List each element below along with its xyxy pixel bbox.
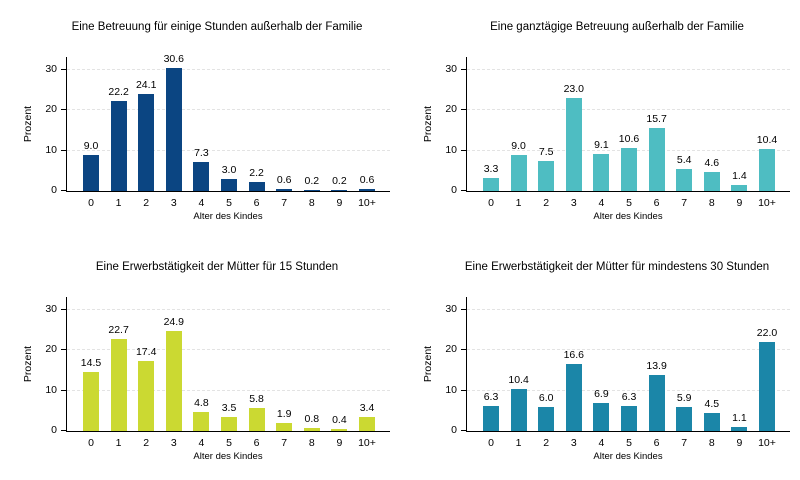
y-axis-tick (461, 430, 466, 431)
x-tick-label: 2 (143, 437, 150, 449)
bar (538, 161, 554, 191)
x-tick-label: 2 (143, 197, 150, 209)
x-tick-label: 1 (115, 197, 122, 209)
y-tick-label: 20 (45, 103, 57, 116)
y-axis-tick (61, 390, 66, 391)
x-tick-label: 1 (115, 437, 122, 449)
bar (538, 407, 554, 431)
bar (593, 154, 609, 191)
y-axis-tick (461, 349, 466, 350)
x-tick-label: 9 (336, 197, 343, 209)
x-tick-label: 3 (170, 197, 177, 209)
y-axis-tick (461, 109, 466, 110)
x-tick-label: 3 (570, 437, 577, 449)
gridline (467, 349, 790, 350)
bar-value-label: 24.1 (135, 78, 157, 91)
y-axis-tick (461, 390, 466, 391)
x-tick-label: 6 (653, 437, 660, 449)
y-axis-title: Prozent (22, 345, 34, 383)
bar-value-label: 3.5 (221, 401, 237, 414)
x-tick-label: 4 (198, 197, 205, 209)
bar-value-label: 3.4 (359, 402, 375, 415)
bar-value-label: 10.4 (508, 374, 529, 387)
x-tick-label: 10+ (358, 437, 376, 449)
x-tick-label: 4 (198, 437, 205, 449)
x-tick-label: 6 (653, 197, 660, 209)
bar-value-label: 4.6 (704, 157, 720, 170)
x-tick-label: 5 (226, 197, 232, 209)
x-tick-label: 10+ (758, 437, 776, 449)
x-tick-label: 5 (226, 437, 232, 449)
bar (676, 169, 692, 191)
bar-value-label: 10.6 (618, 133, 640, 146)
bar (731, 427, 747, 431)
bar-value-label: 6.3 (483, 390, 499, 403)
bar-value-label: 10.4 (756, 134, 778, 147)
y-axis-tick (61, 109, 66, 110)
x-axis-title: Alter des Kindes (193, 451, 263, 462)
y-axis-tick (461, 190, 466, 191)
bar (304, 190, 320, 191)
bar-value-label: 22.0 (756, 327, 778, 340)
bar-value-label: 5.9 (676, 392, 692, 405)
bar (166, 68, 182, 192)
bar-value-label: 9.0 (83, 139, 99, 152)
y-tick-label: 30 (45, 302, 57, 315)
bar-value-label: 7.5 (538, 145, 554, 158)
x-axis-title: Alter des Kindes (593, 451, 663, 462)
y-axis-title: Prozent (22, 105, 34, 143)
x-tick-label: 7 (681, 437, 688, 449)
x-tick-label: 1 (515, 197, 522, 209)
x-tick-label: 3 (570, 197, 577, 209)
x-tick-label: 6 (253, 437, 260, 449)
chart-title: Eine Erwerbstätigkeit der Mütter für mindestens 30 Stunden (464, 261, 770, 273)
bar (759, 149, 775, 191)
bar-value-label: 14.5 (80, 357, 102, 370)
x-tick-label: 5 (626, 437, 632, 449)
y-axis-tick (61, 309, 66, 310)
bar (138, 361, 154, 431)
bar-value-label: 0.6 (359, 173, 375, 186)
x-tick-label: 10+ (358, 197, 376, 209)
y-axis-tick (461, 69, 466, 70)
gridline (467, 309, 790, 310)
y-tick-label: 20 (445, 103, 457, 116)
y-tick-label: 0 (51, 424, 57, 436)
bar (359, 189, 375, 191)
x-tick-label: 4 (598, 197, 605, 209)
bar (331, 190, 347, 191)
bar-value-label: 3.0 (221, 163, 237, 176)
plot-area (445, 297, 790, 449)
bar-value-label: 13.9 (646, 359, 667, 372)
x-tick-label: 6 (253, 197, 260, 209)
y-axis-tick (61, 349, 66, 350)
x-tick-label: 8 (308, 437, 315, 449)
y-axis-tick (461, 150, 466, 151)
x-tick-label: 7 (281, 197, 288, 209)
bar-value-label: 2.2 (249, 167, 264, 180)
x-tick-label: 8 (708, 437, 715, 449)
y-tick-label: 0 (451, 424, 457, 436)
bar-value-label: 0.2 (332, 175, 347, 188)
bar-value-label: 5.4 (676, 154, 692, 167)
chart-title: Eine Erwerbstätigkeit der Mütter für 15 Stunden (95, 261, 339, 273)
bar (331, 429, 347, 431)
y-axis-tick (61, 190, 66, 191)
y-axis-title: Prozent (422, 345, 434, 383)
bar-value-label: 1.9 (276, 408, 292, 421)
bar-value-label: 1.1 (732, 411, 747, 424)
bar (483, 178, 499, 191)
bar (221, 179, 237, 191)
bar (221, 417, 237, 431)
x-tick-label: 0 (88, 197, 94, 209)
bar-value-label: 30.6 (163, 52, 185, 65)
bar (138, 94, 154, 191)
bar-value-label: 0.6 (276, 173, 292, 186)
gridline (467, 109, 790, 110)
bar (676, 407, 692, 431)
x-tick-label: 2 (543, 197, 550, 209)
bar-value-label: 9.1 (594, 139, 609, 152)
bar-value-label: 6.0 (538, 391, 554, 404)
bar-value-label: 6.3 (621, 390, 637, 403)
x-tick-label: 0 (488, 437, 494, 449)
y-axis-title: Prozent (422, 105, 434, 143)
bar (276, 189, 292, 191)
y-tick-label: 30 (445, 62, 457, 75)
bar (593, 403, 609, 431)
bar-value-label: 0.2 (304, 175, 320, 188)
bar-value-label: 1.4 (732, 170, 747, 183)
plot-area (445, 57, 790, 209)
x-tick-label: 5 (626, 197, 632, 209)
x-tick-label: 4 (598, 437, 605, 449)
bar-value-label: 9.0 (511, 139, 526, 152)
x-tick-label: 3 (170, 437, 177, 449)
chart-erwerbstaetigkeit-30-stunden (400, 240, 800, 480)
chart-erwerbstaetigkeit-15-stunden (0, 240, 400, 480)
chart-betreuung-einige-stunden (0, 0, 400, 240)
bar (304, 428, 320, 431)
x-tick-label: 0 (88, 437, 94, 449)
bar (83, 372, 99, 431)
bar-value-label: 17.4 (135, 345, 157, 358)
bar-value-label: 23.0 (563, 83, 585, 96)
x-tick-label: 9 (736, 437, 743, 449)
bar (359, 417, 375, 431)
x-tick-label: 1 (515, 437, 522, 449)
x-tick-label: 8 (308, 197, 315, 209)
bar-value-label: 5.8 (249, 392, 264, 405)
bar (83, 155, 99, 191)
x-tick-label: 7 (681, 197, 688, 209)
bar (759, 342, 775, 431)
x-tick-label: 0 (488, 197, 494, 209)
gridline (467, 69, 790, 70)
bar (166, 331, 182, 432)
bar (193, 412, 209, 431)
y-axis-tick (461, 309, 466, 310)
bar (621, 406, 637, 431)
x-tick-label: 9 (736, 197, 743, 209)
bar-value-label: 7.3 (194, 146, 209, 159)
bar-value-label: 4.5 (704, 397, 720, 410)
bar-value-label: 22.7 (108, 324, 129, 337)
bar-value-label: 0.4 (332, 414, 347, 427)
y-tick-label: 20 (445, 343, 457, 356)
x-tick-label: 7 (281, 437, 288, 449)
bar (731, 185, 747, 191)
bar-value-label: 6.9 (594, 388, 609, 401)
bar-value-label: 22.2 (108, 86, 129, 99)
x-tick-label: 10+ (758, 197, 776, 209)
y-tick-label: 10 (45, 143, 57, 156)
bar (621, 148, 637, 191)
x-tick-label: 2 (543, 437, 550, 449)
y-tick-label: 0 (451, 184, 457, 196)
x-axis-title: Alter des Kindes (593, 211, 663, 222)
y-tick-label: 30 (45, 62, 57, 75)
plot-area (45, 52, 390, 209)
y-axis-tick (61, 69, 66, 70)
bar-value-label: 24.9 (163, 315, 185, 328)
x-axis-title: Alter des Kindes (193, 211, 263, 222)
chart-title: Eine ganztägige Betreuung außerhalb der Familie (490, 21, 744, 33)
gridline (67, 309, 390, 310)
x-tick-label: 8 (708, 197, 715, 209)
bar-value-label: 15.7 (646, 112, 667, 125)
chart-ganztaegige-betreuung (400, 0, 800, 240)
x-tick-label: 9 (336, 437, 343, 449)
y-tick-label: 0 (51, 184, 57, 196)
bar (483, 406, 499, 431)
bar-value-label: 4.8 (194, 396, 209, 409)
plot-area (45, 297, 390, 449)
y-tick-label: 10 (45, 383, 57, 396)
y-tick-label: 10 (445, 143, 457, 156)
y-tick-label: 20 (45, 343, 57, 356)
bar-value-label: 3.3 (483, 162, 499, 175)
y-axis-tick (61, 430, 66, 431)
chart-title: Eine Betreuung für einige Stunden außerhalb der Familie (71, 21, 363, 33)
bar-value-label: 16.6 (563, 349, 585, 361)
y-tick-label: 10 (445, 383, 457, 396)
bar-value-label: 0.8 (304, 412, 320, 425)
y-tick-label: 30 (445, 302, 457, 315)
gridline (67, 69, 390, 70)
y-axis-tick (61, 150, 66, 151)
